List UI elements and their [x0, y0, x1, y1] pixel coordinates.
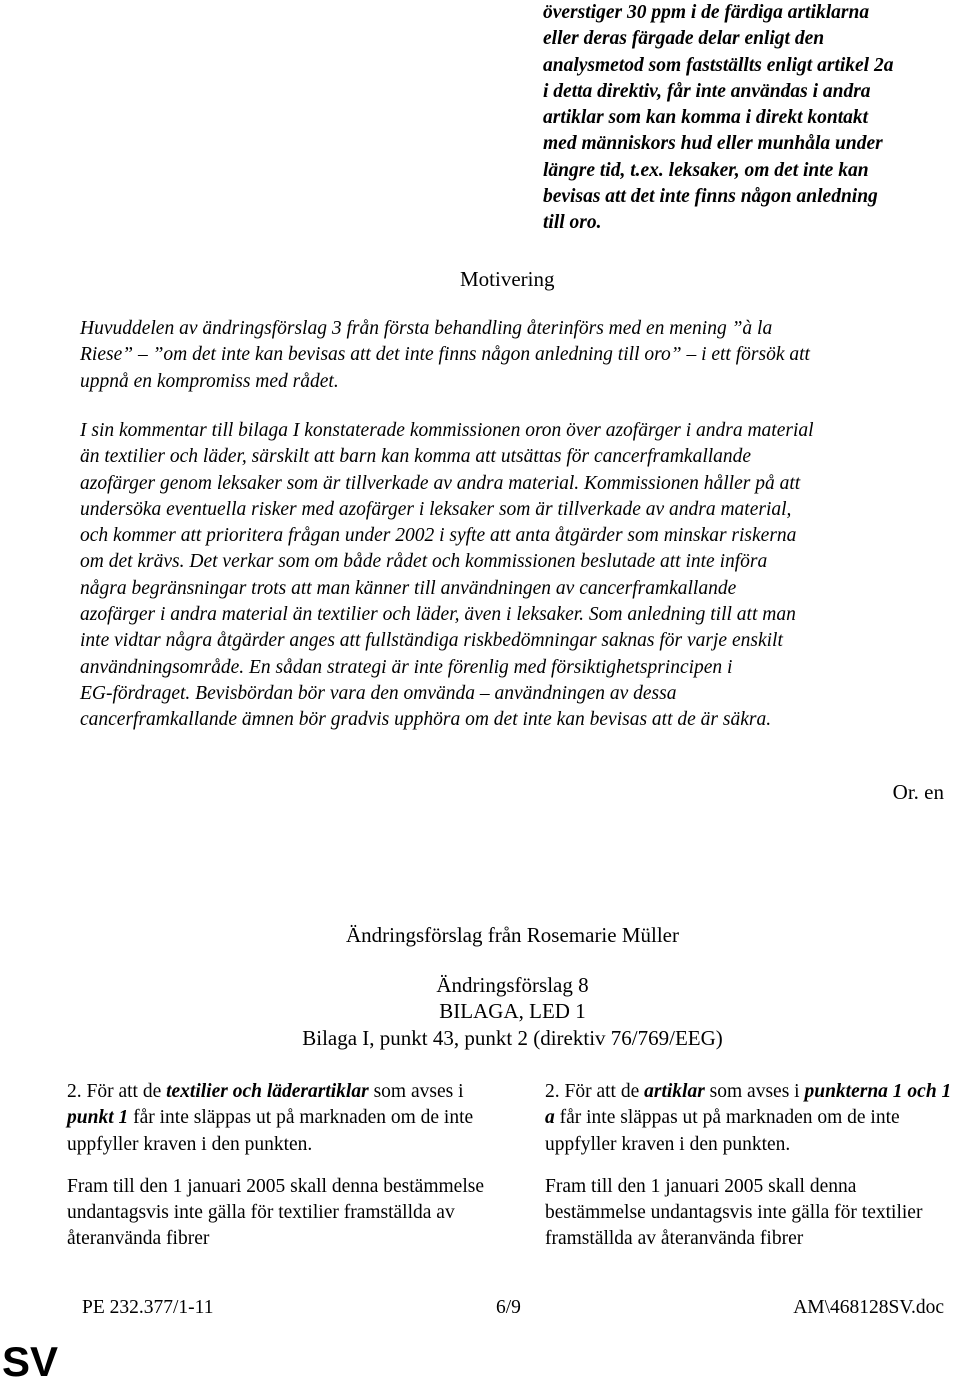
text-run: får inte släppas ut på marknaden om de inte uppfyller kraven i den punkten. — [545, 1107, 900, 1155]
footer-document-ref: PE 232.377/1-11 — [82, 1297, 214, 1318]
council-paragraph-2 — [67, 1079, 487, 1158]
justification-heading: Motivering — [460, 267, 555, 291]
language-code: SV — [2, 1338, 59, 1385]
parliament-amendment-column — [545, 1079, 955, 1253]
text-run: får inte släppas ut på marknaden om de inte uppfyller kraven i den punkten. — [67, 1107, 474, 1155]
justification-paragraph-2: I sin kommentar till bilaga I konstaterade kommissionen oron över azofärger i andra material än textilier och läder, särskilt att barn kan komma att utsättas för cancerframkallande azofärger genom leksaker som är tillverkade av andra material. Kommissionen håller på att undersöka eventuella risker med azofärger i leksaker som är tillverkade av andra material, och kommer att prioritera frågan under 2002 i syfte att anta åtgärder som minskar riskerna om det krävs. Det verkar som om både rådet och kommissionen beslutade att inte införa några begränsningar trots att man känner till användningen av cancerframkallande azofärger i andra material än textilier och läder, även i leksaker. Som anledning till att man inte vidtar några åtgärder anges att fullständiga riskbedömningar saknas för varje enskilt användningsområde. En sådan strategi är inte förenlig med försiktighetsprincipen i EG-fördraget. Bevisbördan bör vara den omvända – användningen av dessa cancerframkallande ämnen bör gradvis upphöra om det inte kan bevisas att de är säkra. — [80, 420, 814, 731]
amendment-author: Ändringsförslag från Rosemarie Müller — [346, 923, 679, 947]
text-run: som avses i — [704, 1081, 805, 1102]
highlighted-text: punkt 1 — [67, 1107, 129, 1129]
highlighted-text: punkterna 1 och 1 a — [545, 1081, 952, 1129]
footer-file-name: AM\468128SV.doc — [793, 1297, 944, 1318]
justification-paragraph-1: Huvuddelen av ändringsförslag 3 från första behandling återinförs med en mening ”à la Riese” – ”om det inte kan bevisas att det inte finns någon anledning till oro” – i ett försök att uppnå en kompromiss med rådet. — [80, 318, 810, 392]
text-run: 2. För att de — [545, 1081, 645, 1102]
council-paragraph-exception: Fram till den 1 januari 2005 skall denna bestämmelse undantagsvis inte gälla för textilier framställda av återanvända fibrer — [67, 1175, 484, 1250]
text-run: som avses i — [368, 1081, 464, 1102]
amendment-paragraph-exception: Fram till den 1 januari 2005 skall denna bestämmelse undantagsvis inte gälla för textilier framställda av återanvända fibrer — [545, 1175, 923, 1250]
text-run: 2. För att de — [67, 1081, 167, 1102]
footer-page-number: 6/9 — [496, 1297, 521, 1318]
highlighted-text: artiklar — [644, 1081, 705, 1102]
original-language-label: Or. en — [892, 780, 944, 804]
amendment-heading: Ändringsförslag 8 BILAGA, LED 1 Bilaga I, punkt 43, punkt 2 (direktiv 76/769/EEG) — [302, 973, 723, 1050]
council-position-column — [67, 1079, 487, 1253]
amendment-text-continuation: överstiger 30 ppm i de färdiga artiklarna eller deras färgade delar enligt den analysmetod som fastställts enligt artikel 2a i detta direktiv, får inte användas i andra artiklar som kan komma i direkt kontakt med människors hud eller munhåla under längre tid, t.ex. leksaker, om det inte kan bevisas att det inte finns någon anledning till oro. — [543, 2, 894, 234]
highlighted-text: textilier och läderartiklar — [166, 1081, 369, 1102]
amendment-paragraph-2 — [545, 1079, 955, 1158]
